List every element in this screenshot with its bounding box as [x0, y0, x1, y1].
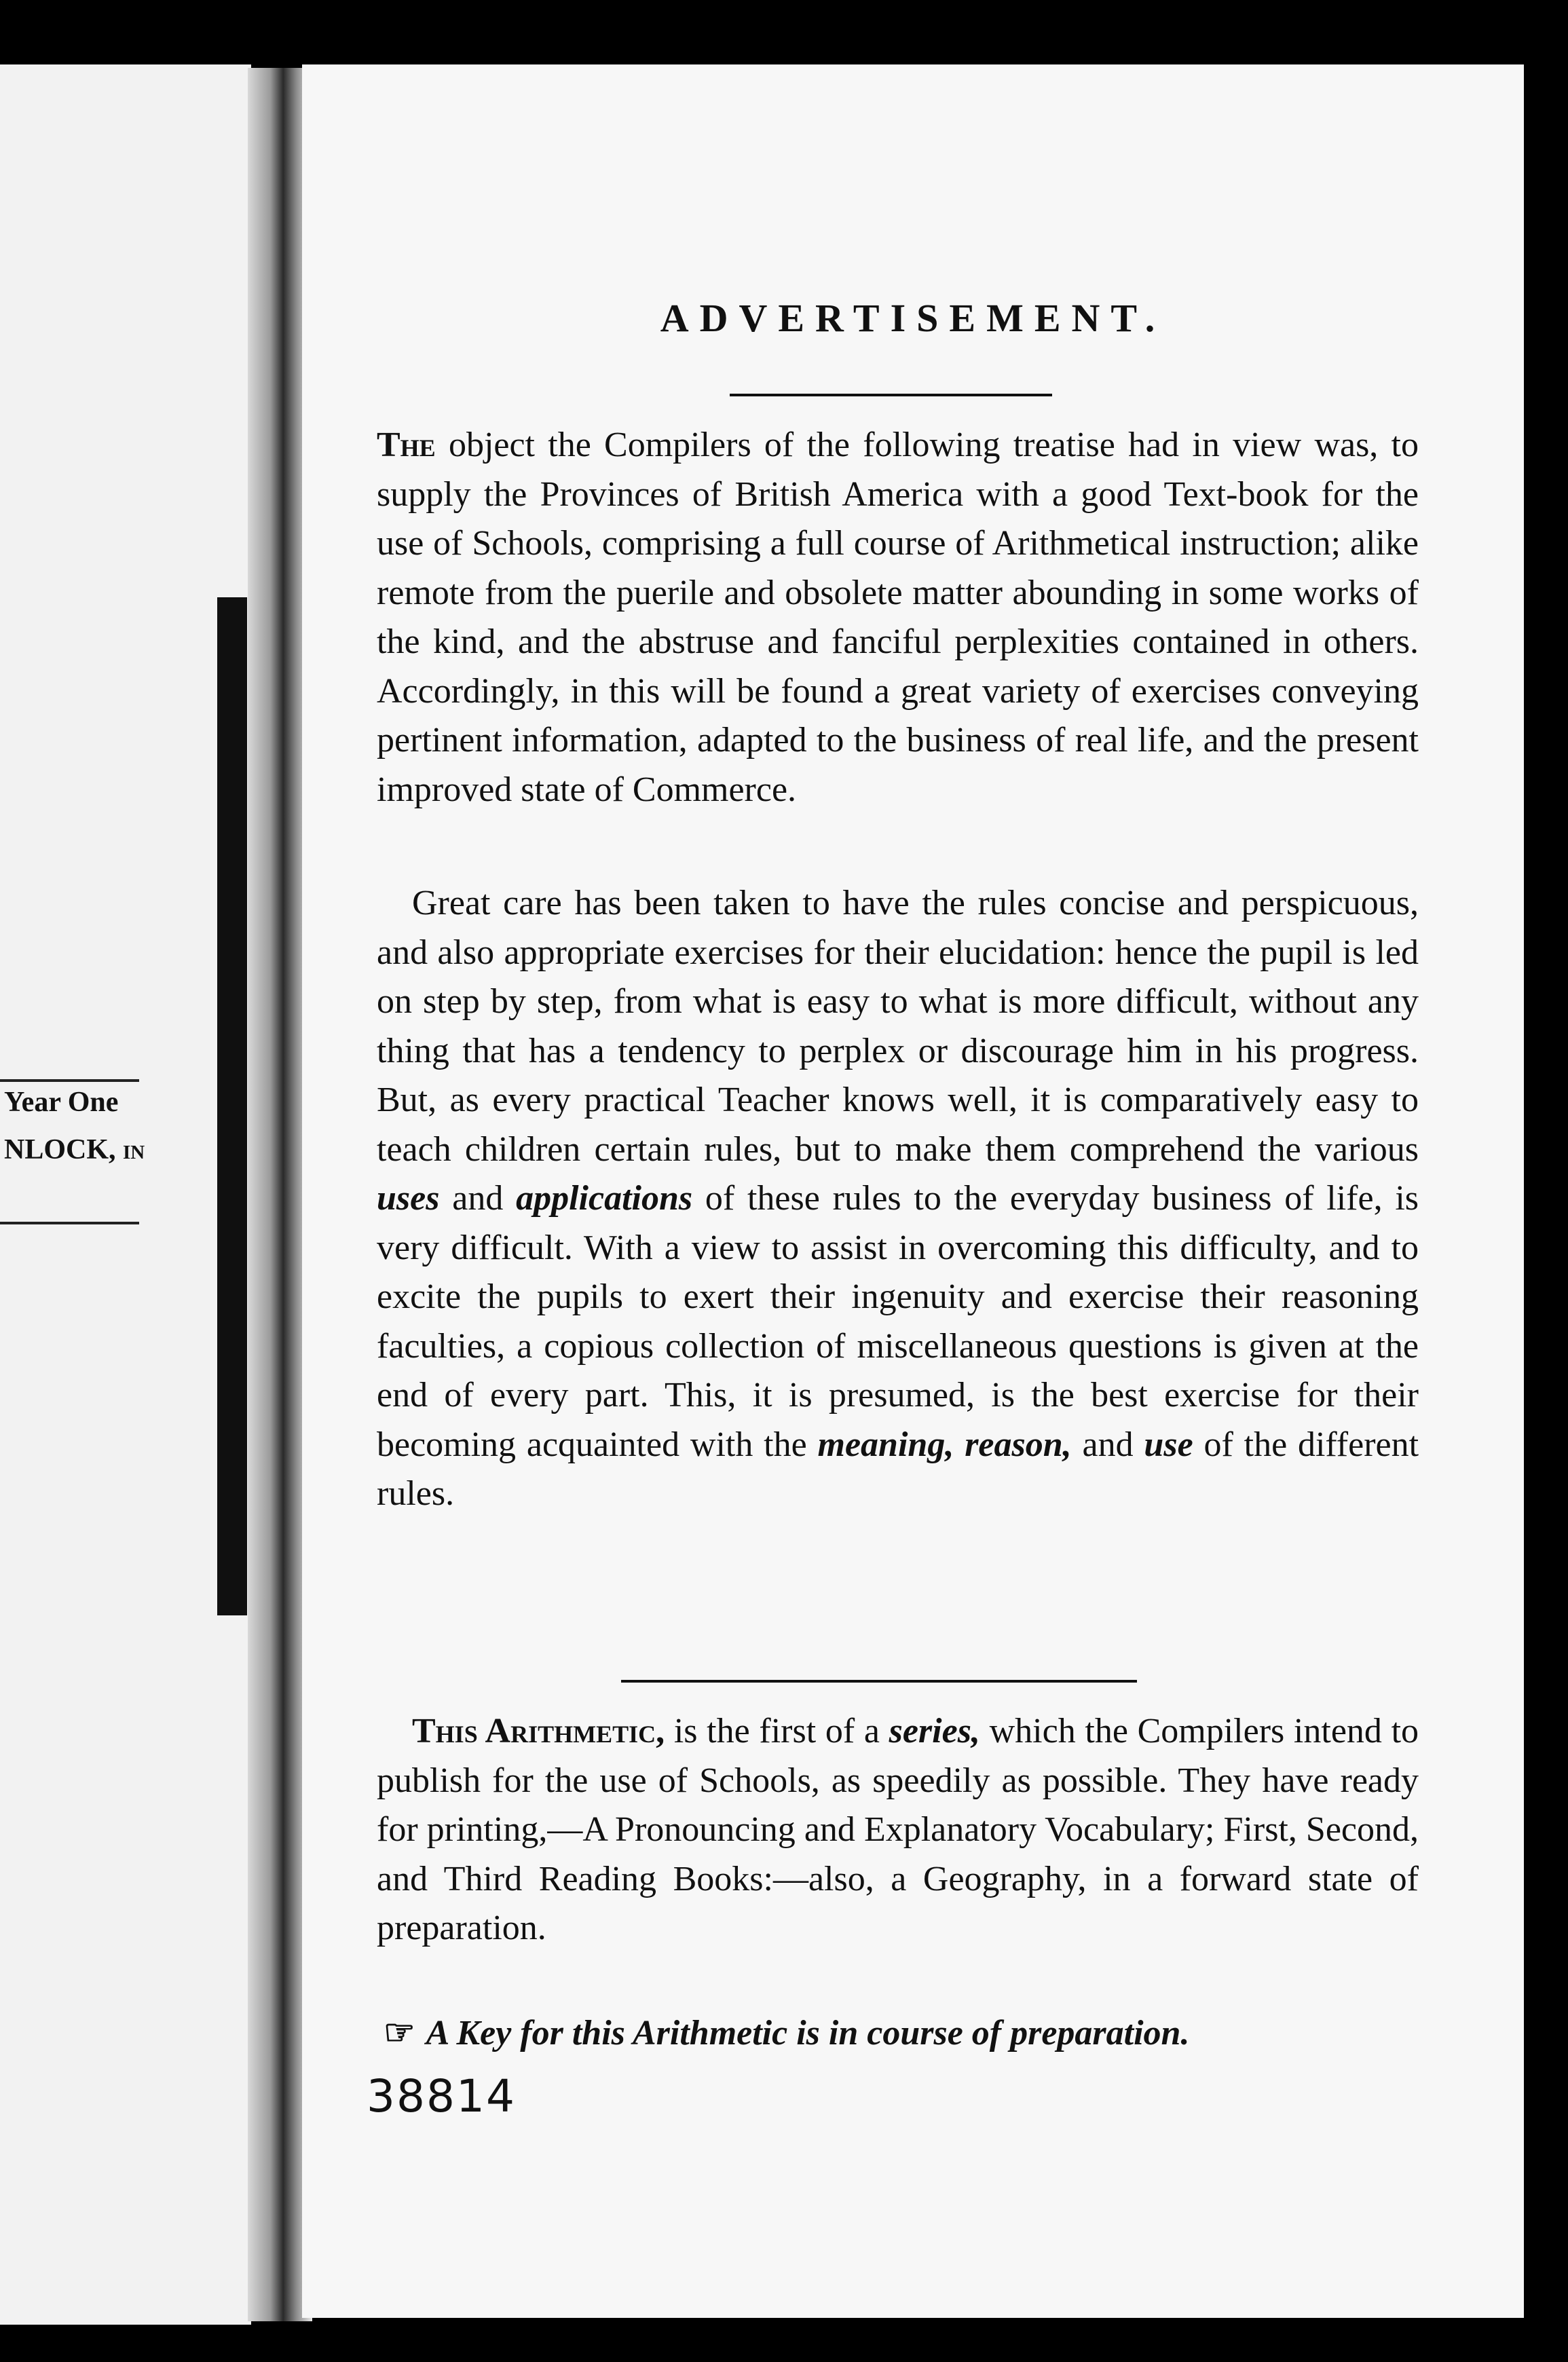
- paragraph-text: object the Compilers of the following treatise had in view was, to supply the Provinces of British America with a good Text-book for the use of Schools, comprising a full course of Arithmetical instruction; alike remote from the puerile and obsolete matter abounding in some works of the kind, and the abstruse and fanciful perplexities contained in others. Accordingly, in this will be found a great variety of exercises conveying pertinent information, adapted to the business of real life, and the present improved state of Commerce.: [377, 426, 1419, 809]
- paragraph-text: which the Compilers intend to publish for the use of Schools, as speedily as possible. They have ready for printing,—A Pronouncing and Explanatory Vocabulary; First, Second, and Third Reading Books:—also, a Geography, in a forward state of preparation.: [377, 1712, 1419, 1947]
- paragraph-method: [377, 879, 1419, 1519]
- emphasis-reason: reason,: [965, 1425, 1072, 1464]
- key-note-text: A Key for this Arithmetic is in course of preparation.: [426, 2014, 1190, 2052]
- paragraph-text: and: [452, 1179, 504, 1218]
- paragraph-text: of these rules to the everyday business of life, is very difficult. With a view to assist in overcoming this difficulty, and to excite the pupils to exert their ingenuity and exercise their reasoning faculties, a copious collection of miscellaneous questions is given at the end of every part. This, it is presumed, is the best exercise for their becoming acquainted with the: [377, 1179, 1419, 1464]
- paragraph-text: Great care has been taken to have the rules concise and perspicuous, and also appropriate exercises for their elucidation: hence the pupil is led on step by step, from what is easy to what is more difficult, without any thing that has a tendency to perplex or discourage him in his progress. But, as every practical Teacher knows well, it is comparatively easy to teach children certain rules, but to make them comprehend the various: [377, 884, 1419, 1169]
- emphasis-use: use: [1144, 1425, 1193, 1464]
- paragraph-text: is the first of a: [673, 1712, 880, 1750]
- advertisement-page: [302, 64, 1524, 2318]
- emphasis-series: series,: [889, 1712, 980, 1750]
- emphasis-applications: applications: [516, 1179, 693, 1218]
- section-rule: [621, 1680, 1137, 1683]
- left-page-line-2: NLOCK, in: [4, 1134, 145, 1165]
- paragraph-text: of the different rules.: [377, 1425, 1419, 1513]
- paragraph-purpose: [377, 421, 1419, 814]
- handwritten-accession-number: 38814: [367, 2070, 516, 2122]
- page-title: ADVERTISEMENT.: [660, 296, 1166, 340]
- emphasis-uses: uses: [377, 1179, 440, 1218]
- paragraph-lead: This Arithmetic,: [412, 1712, 665, 1750]
- pointing-hand-icon: ☞: [384, 2014, 415, 2052]
- left-page-line-1: Year One: [4, 1087, 119, 1118]
- left-page-rule-bottom: [0, 1222, 139, 1224]
- paragraph-series: [377, 1707, 1419, 1953]
- emphasis-meaning: meaning,: [817, 1425, 954, 1464]
- paragraph-text: and: [1082, 1425, 1134, 1464]
- binding-strip: [217, 597, 247, 1615]
- paragraph-lead: The: [377, 426, 436, 464]
- previous-page-fragment: [0, 64, 251, 2325]
- left-page-rule-top: [0, 1079, 139, 1082]
- key-note: [384, 2012, 1429, 2053]
- title-rule: [730, 394, 1052, 396]
